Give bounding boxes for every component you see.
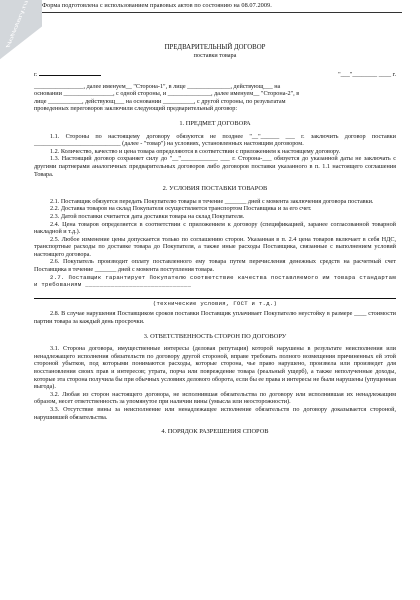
clause: 2.4. Цена товаров определяется в соответствии с приложением к договору (спецификацией, заранее согласованной товарной накладной и т.д.). (34, 220, 396, 236)
clause: 2.3. Датой поставки считается дата доставки товара на склад Покупателя. (50, 212, 245, 220)
header-divider (42, 12, 402, 13)
document-title: ПРЕДВАРИТЕЛЬНЫЙ ДОГОВОР (164, 44, 266, 51)
document-subtitle: поставки товара (193, 52, 237, 59)
clause: 2.6. Покупатель производит оплату поставленного ему товара путем перечисления денежных средств на расчетный счет Поставщика в течение _______ дней с момента поступления товара. (34, 258, 396, 274)
section-heading: 3. ОТВЕТСТВЕННОСТЬ СТОРОН ПО ДОГОВОРУ (143, 332, 287, 340)
clause: 1.2. Количество, качество и цена товара определяются в соответствии с приложением к настоящему договору. (50, 147, 341, 155)
section-heading: 1. ПРЕДМЕТ ДОГОВОРА (179, 119, 251, 127)
clause: 2.5. Любое изменение цены допускается только по соглашению сторон. Указанная в п. 2.4 цена товаров включает в себя НДС, транспортные расходы по доставке товара до Покупателя, а также иные расходы Поставщика, связанные с выполнением условий настоящего договора. (34, 235, 396, 258)
place-date-row (34, 69, 396, 79)
blank-line (34, 291, 396, 299)
city-prefix: г. (34, 71, 38, 78)
header-note: Форма подготовлена с использованием правовых актов по состоянию на 08.07.2009. (42, 2, 272, 9)
clause-monospace: 2.7. Поставщик гарантирует Покупателю соответствие качества поставляемого им товара стандартам и требованиям _____________________________ (34, 273, 396, 289)
parties-block (34, 83, 396, 113)
parties-line: лице ___________, действующ___ на основании __________, с другой стороны, по результатам (34, 97, 286, 105)
parties-line: ________________, далее именуем__ "Сторона-1", в лице ______________, действующ___ на (34, 82, 281, 90)
parties-line: проведенных переговоров заключили следующий предварительный договор: (34, 105, 238, 113)
city-blank (39, 69, 101, 76)
clause: 3.2. Любая из сторон настоящего договора, не исполнившая обязательства по договору или исполнившая их ненадлежащим образом, несет ответственность за упомянутое при наличии вины (умысла или неосторожности). (34, 390, 396, 406)
parties-line: основании ________________, с одной стороны, и ______________, далее именуем__ "Сторона-2", в (34, 90, 300, 98)
document-body (34, 44, 396, 441)
clause: 2.1. Поставщик обязуется передать Покупателю товары в течение _______ дней с момента заключения договора поставки. (50, 197, 374, 205)
clause: 2.8. В случае нарушения Поставщиком сроков поставки Поставщик уплачивает Покупателю неустойку в размере ____ стоимости партии товара за каждый день просрочки. (34, 310, 396, 326)
date-field: "___"________ ____ г. (338, 71, 396, 78)
clause-note: (технические условия, ГОСТ и т.д.) (152, 299, 278, 307)
clause: 3.1. Сторона договора, имущественные интересы (деловая репутация) которой нарушены в результате неисполнения или ненадлежащего исполнения обязательств по договору другой стороной, вправе требовать полного возмещения причиненных ей этой стороной убытков, под которыми понимаются расходы, которые сторона, чье право нарушено, произвела или произведет для восстановления своих прав и интересов; утрата, порча или повреждение товара (реальный ущерб), а также неполученные доходы, которые эта сторона получила бы при обычных условиях делового оборота, если бы ее права и интересы не были нарушены (упущенная выгода). (34, 345, 396, 391)
clause: 2.2. Доставка товаров на склад Покупателя осуществляется транспортом Поставщика и за его счет. (50, 205, 312, 213)
clause: 1.3. Настоящий договор сохраняет силу до "__"____________ ___ г. Сторона-___ обязуется до указанной даты не заключать с другими партнерами аналогичных предварительных договоров либо договоров поставки указанного в п. 1.1 настоящего соглашения Товара. (34, 155, 396, 178)
watermark-text: NoNotary.ru (5, 0, 31, 48)
clause: 3.3. Отсутствие вины за неисполнение или ненадлежащее исполнение обязательств по договору доказывается стороной, нарушившей обязательства. (34, 405, 396, 421)
city-field (34, 69, 101, 79)
section-heading: 4. ПОРЯДОК РАЗРЕШЕНИЯ СПОРОВ (161, 428, 269, 436)
section-heading: 2. УСЛОВИЯ ПОСТАВКИ ТОВАРОВ (162, 185, 268, 193)
clause: 1.1. Стороны по настоящему договору обязуются не позднее "__"______ ___ г. заключить договор поставки ____________________________ (далее - "товар") на условиях, установленных настоящим договором. (34, 132, 396, 148)
